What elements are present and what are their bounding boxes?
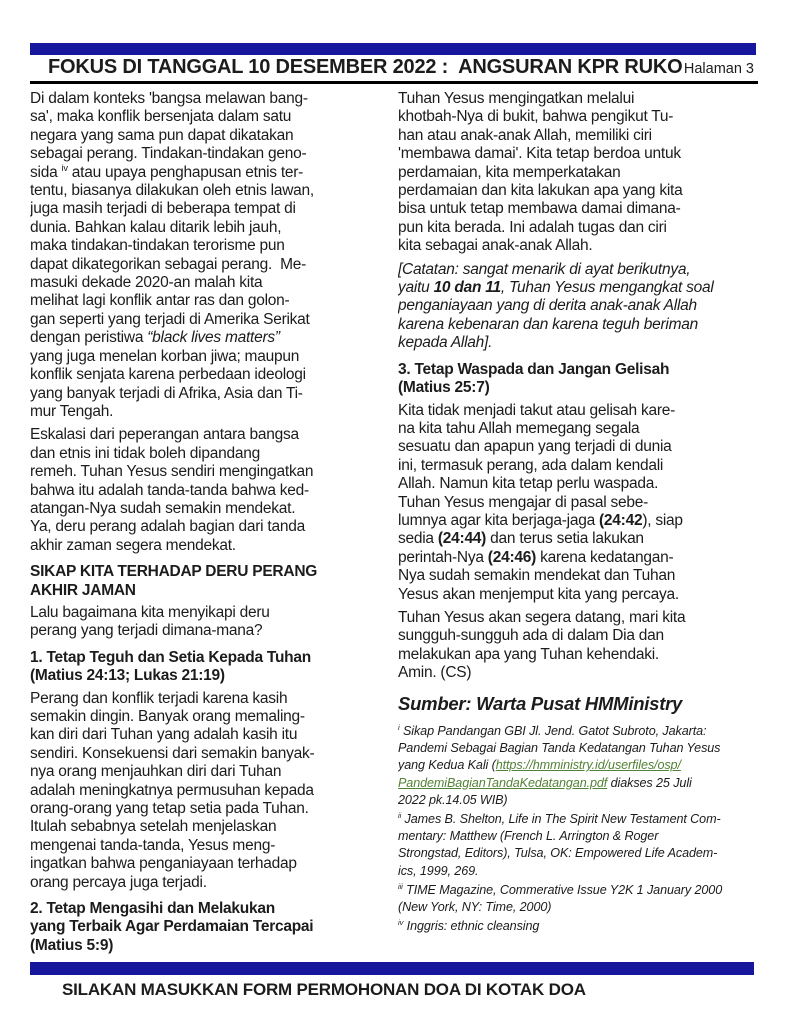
text-line xyxy=(30,366,384,384)
text-line xyxy=(30,622,384,640)
text-segment: penganiayaan yang di derita anak-anak Allah xyxy=(398,297,697,315)
text-segment: gan seperti yang terjadi di Amerika Serikat xyxy=(30,310,310,328)
text-segment: lumnya agar kita berjaga-jaga xyxy=(398,511,600,529)
text-segment: dan terus setia lakukan xyxy=(486,530,644,548)
text-line xyxy=(398,664,760,682)
text-line xyxy=(398,361,760,379)
text-line xyxy=(30,164,384,182)
text-segment: melakukan apa yang Tuhan kehendaki. xyxy=(398,645,659,663)
text-line xyxy=(30,918,384,936)
text-segment: melihat lagi konflik antar ras dan golon- xyxy=(30,292,290,310)
hyperlink[interactable]: PandemiBagianTandaKedatangan.pdf xyxy=(398,775,608,790)
text-line xyxy=(30,274,384,292)
text-segment: (New York, NY: Time, 2000) xyxy=(398,900,552,915)
text-line xyxy=(398,90,760,108)
text-line xyxy=(398,775,760,792)
text-segment: dapat dikategorikan sebagai perang. Me- xyxy=(30,255,307,273)
footer-text: SILAKAN MASUKKAN FORM PERMOHONAN DOA DI KOTAK DOA xyxy=(62,980,586,999)
text-segment: Kita tidak menjadi takut atau gelisah kare- xyxy=(398,401,676,419)
text-segment: karena kebenaran dan karena teguh beriman xyxy=(398,315,698,333)
text-segment: yang Kedua Kali ( xyxy=(398,758,496,773)
text-line xyxy=(398,646,760,664)
text-segment: ), siap xyxy=(642,511,683,529)
text-line xyxy=(398,863,760,880)
text-line xyxy=(398,549,760,567)
text-line xyxy=(398,692,760,714)
text-segment: Sumber: Warta Pusat HMMinistry xyxy=(398,692,683,714)
text-line xyxy=(30,855,384,873)
section-heading xyxy=(30,649,384,686)
text-segment: 3. Tetap Waspada dan Jangan Gelisah xyxy=(398,360,670,378)
header-accent-bar xyxy=(30,43,756,55)
text-segment: Lalu bagaimana kita menyikapi deru xyxy=(30,603,270,621)
text-line xyxy=(30,311,384,329)
text-line xyxy=(398,918,760,935)
text-line xyxy=(398,723,760,740)
text-line xyxy=(398,457,760,475)
text-segment: [Catatan: sangat menarik di ayat berikutnya, xyxy=(398,260,691,278)
text-line xyxy=(398,200,760,218)
text-line xyxy=(30,763,384,781)
text-segment: dunia. Bahkan kalau ditarik lebih jauh, xyxy=(30,218,282,236)
text-segment: atau upaya penghapusan etnis ter- xyxy=(67,163,304,181)
text-segment: Allah. Namun kita tetap perlu waspada. xyxy=(398,475,659,493)
text-line xyxy=(30,445,384,463)
text-segment: Nya sudah semakin mendekat dan Tuhan xyxy=(398,567,676,585)
text-line xyxy=(30,837,384,855)
text-line xyxy=(30,874,384,892)
text-segment: masuki dekade 2020-an malah kita xyxy=(30,274,263,292)
text-segment: James B. Shelton, Life in The Spirit New Testament Com- xyxy=(401,812,721,827)
text-segment: Ya, deru perang adalah bagian dari tanda xyxy=(30,518,305,536)
footnote xyxy=(398,882,760,916)
text-segment: tentu, biasanya dilakukan oleh etnis lawan, xyxy=(30,182,314,200)
text-segment: Tuhan Yesus akan segera datang, mari kita xyxy=(398,608,686,626)
text-segment: nya orang menjauhkan diri dari Tuhan xyxy=(30,763,282,781)
text-segment: yang juga menelan korban jiwa; maupun xyxy=(30,347,300,365)
footnote-marker: i xyxy=(398,722,400,732)
text-segment: orang-orang yang tetap setia pada Tuhan. xyxy=(30,800,309,818)
text-line xyxy=(398,494,760,512)
text-line xyxy=(30,667,384,685)
text-line xyxy=(30,403,384,421)
text-segment: sesuatu dan apapun yang terjadi di dunia xyxy=(398,438,672,456)
text-segment: Pandemi Sebagai Bagian Tanda Kedatangan Tuhan Yesus xyxy=(398,741,721,756)
hyperlink[interactable]: https://hmministry.id/userfiles/osp/ xyxy=(495,758,681,773)
text-line xyxy=(30,145,384,163)
text-segment: kan diri dari Tuhan yang adalah kasih itu xyxy=(30,726,298,744)
text-line xyxy=(398,379,760,397)
text-segment: sebagai perang. Tindakan-tindakan geno- xyxy=(30,145,307,163)
text-segment: Perang dan konflik terjadi karena kasih xyxy=(30,689,288,707)
text-segment: “black lives matters” xyxy=(147,329,280,347)
text-line xyxy=(30,726,384,744)
text-line xyxy=(398,586,760,604)
section-heading xyxy=(30,900,384,955)
text-line xyxy=(398,475,760,493)
text-segment: kita sebagai anak-anak Allah. xyxy=(398,237,593,255)
left-column xyxy=(30,90,384,960)
text-line xyxy=(398,845,760,862)
text-segment: bisa untuk tetap membawa damai dimana- xyxy=(398,200,681,218)
text-line xyxy=(30,690,384,708)
text-segment: sedia xyxy=(398,530,438,548)
text-line xyxy=(30,348,384,366)
text-segment: 1. Tetap Teguh dan Setia Kepada Tuhan xyxy=(30,648,311,666)
paragraph xyxy=(398,402,760,604)
footnote-marker: iii xyxy=(398,881,403,891)
text-segment: akhir zaman segera mendekat. xyxy=(30,536,236,554)
text-segment: mur Tengah. xyxy=(30,402,114,420)
text-line xyxy=(30,900,384,918)
text-segment: yang banyak terjadi di Afrika, Asia dan Ti- xyxy=(30,384,303,402)
text-line xyxy=(30,182,384,200)
text-line xyxy=(30,563,384,581)
text-line xyxy=(398,237,760,255)
text-line xyxy=(398,297,760,315)
text-segment: 'membawa damai'. Kita tetap berdoa untuk xyxy=(398,145,681,163)
text-line xyxy=(30,745,384,763)
text-line xyxy=(30,582,384,600)
text-segment: (Matius 25:7) xyxy=(398,379,490,397)
header-divider xyxy=(30,81,758,84)
text-line xyxy=(30,426,384,444)
text-line xyxy=(30,937,384,955)
text-segment: atangan-Nya sudah semakin mendekat. xyxy=(30,499,296,517)
text-line xyxy=(30,782,384,800)
text-segment: yaitu xyxy=(398,279,434,297)
text-line xyxy=(398,530,760,548)
text-segment: han atau anak-anak Allah, memiliki ciri xyxy=(398,126,652,144)
text-segment: khotbah-Nya di bukit, bahwa pengikut Tu- xyxy=(398,108,674,126)
text-line xyxy=(398,127,760,145)
text-segment: ics, 1999, 269. xyxy=(398,863,479,878)
text-segment: kepada Allah]. xyxy=(398,334,493,352)
text-segment: SIKAP KITA TERHADAP DERU PERANG xyxy=(30,563,318,581)
text-segment: Di dalam konteks 'bangsa melawan bang- xyxy=(30,90,308,107)
text-line xyxy=(30,537,384,555)
text-line xyxy=(398,182,760,200)
paragraph xyxy=(30,690,384,892)
paragraph xyxy=(398,609,760,683)
text-segment: dan etnis ini tidak boleh dipandang xyxy=(30,444,260,462)
text-line xyxy=(398,609,760,627)
text-line xyxy=(398,811,760,828)
text-line xyxy=(30,292,384,310)
text-segment: sida xyxy=(30,163,62,181)
text-line xyxy=(30,219,384,237)
text-segment: yang Terbaik Agar Perdamaian Tercapai xyxy=(30,918,314,936)
note-paragraph xyxy=(398,261,760,353)
text-segment: Inggris: ethnic cleansing xyxy=(403,919,540,934)
footer-accent-bar xyxy=(30,962,754,975)
text-segment: bahwa itu adalah tanda-tanda bahwa ked- xyxy=(30,481,309,499)
text-segment: karena kedatangan- xyxy=(536,548,674,566)
text-line xyxy=(398,261,760,279)
footnote-marker: iv xyxy=(61,162,68,173)
text-line xyxy=(398,512,760,530)
text-line xyxy=(30,108,384,126)
section-heading xyxy=(30,563,384,600)
text-segment: (24:44) xyxy=(437,530,487,548)
text-line xyxy=(30,329,384,347)
text-segment: orang percaya juga terjadi. xyxy=(30,873,207,891)
text-line xyxy=(398,108,760,126)
text-line xyxy=(30,463,384,481)
text-segment: 2. Tetap Mengasihi dan Melakukan xyxy=(30,900,275,918)
text-line xyxy=(30,818,384,836)
text-segment: (Matius 5:9) xyxy=(30,936,114,954)
text-line xyxy=(30,127,384,145)
footnote xyxy=(398,723,760,809)
text-line xyxy=(398,627,760,645)
text-line xyxy=(30,518,384,536)
text-segment: (24:46) xyxy=(487,548,537,566)
footnote-marker: iv xyxy=(398,918,404,928)
text-line xyxy=(398,316,760,334)
text-segment: Tuhan Yesus mengingatkan melalui xyxy=(398,90,635,107)
page-number: Halaman 3 xyxy=(683,61,754,77)
text-line xyxy=(30,500,384,518)
text-segment: Sikap Pandangan GBI Jl. Jend. Gatot Subroto, Jakarta: xyxy=(399,724,707,738)
text-segment: semakin dingin. Banyak orang memaling- xyxy=(30,708,305,725)
text-segment: mengenai tanda-tanda, Yesus meng- xyxy=(30,836,276,854)
text-segment: (Matius 24:13; Lukas 21:19) xyxy=(30,667,225,685)
text-segment: konflik senjata karena perbedaan ideologi xyxy=(30,366,306,384)
paragraph xyxy=(398,90,760,256)
text-segment: perdamaian, kita memperkatakan xyxy=(398,163,621,181)
text-segment: , Tuhan Yesus mengangkat soal xyxy=(500,279,714,297)
text-line xyxy=(398,402,760,420)
text-segment: Eskalasi dari peperangan antara bangsa xyxy=(30,426,299,444)
text-line xyxy=(398,164,760,182)
section-heading xyxy=(398,361,760,398)
text-segment: negara yang sama pun dapat dikatakan xyxy=(30,126,294,144)
text-segment: TIME Magazine, Commerative Issue Y2K 1 January 2000 xyxy=(402,882,723,897)
text-segment: pun kita berada. Ini adalah tugas dan ciri xyxy=(398,218,667,236)
text-line xyxy=(398,279,760,297)
text-segment: mentary: Matthew (French L. Arrington & Roger xyxy=(398,829,659,844)
paragraph xyxy=(30,90,384,421)
text-line xyxy=(398,757,760,774)
footnote xyxy=(398,811,760,880)
article-body xyxy=(30,90,760,960)
page-footer xyxy=(30,980,756,1000)
text-line xyxy=(398,334,760,352)
text-line xyxy=(30,649,384,667)
text-segment: Itulah sebabnya setelah menjelaskan xyxy=(30,818,277,836)
text-segment: Amin. (CS) xyxy=(398,664,472,682)
text-line xyxy=(30,708,384,726)
text-line xyxy=(30,90,384,108)
text-line xyxy=(398,145,760,163)
footnote xyxy=(398,918,760,935)
text-segment: ingatkan bahwa penganiayaan terhadap xyxy=(30,855,297,873)
page-title: FOKUS DI TANGGAL 10 DESEMBER 2022 : ANGSURAN KPR RUKO xyxy=(48,56,683,78)
text-segment: perdamaian dan kita lakukan apa yang kita xyxy=(398,182,683,200)
text-segment: sungguh-sungguh ada di dalam Dia dan xyxy=(398,627,664,645)
text-line xyxy=(30,237,384,255)
text-segment: sendiri. Konsekuensi dari semakin banyak- xyxy=(30,744,315,762)
text-segment: perintah-Nya xyxy=(398,548,488,566)
text-segment: sa', maka konflik bersenjata dalam satu xyxy=(30,108,292,126)
text-segment: remeh. Tuhan Yesus sendiri mengingatkan xyxy=(30,463,314,481)
text-segment: ini, termasuk perang, ada dalam kendali xyxy=(398,456,664,474)
text-line xyxy=(398,740,760,757)
page-header xyxy=(30,56,756,82)
text-line xyxy=(30,800,384,818)
text-segment: Tuhan Yesus mengajar di pasal sebe- xyxy=(398,493,649,511)
text-segment: Strongstad, Editors), Tulsa, OK: Empowered Life Academ- xyxy=(398,846,718,861)
right-column xyxy=(398,90,760,960)
source-heading xyxy=(398,692,760,714)
text-line xyxy=(398,792,760,809)
text-segment: Yesus akan menjemput kita yang percaya. xyxy=(398,585,679,603)
text-line xyxy=(398,567,760,585)
text-segment: diakses 25 Juli xyxy=(607,775,692,790)
text-segment: maka tindakan-tindakan terorisme pun xyxy=(30,237,285,255)
text-line xyxy=(30,385,384,403)
text-line xyxy=(398,219,760,237)
text-line xyxy=(398,828,760,845)
text-segment: perang yang terjadi dimana-mana? xyxy=(30,622,263,640)
text-segment: dengan peristiwa xyxy=(30,329,148,347)
text-segment: (24:42 xyxy=(599,511,643,529)
text-segment: juga masih terjadi di beberapa tempat di xyxy=(30,200,296,218)
footnote-marker: ii xyxy=(398,810,402,820)
text-line xyxy=(398,899,760,916)
text-segment: adalah meningkatnya permusuhan kepada xyxy=(30,781,314,799)
text-segment: AKHIR JAMAN xyxy=(30,581,136,599)
text-segment: 2022 pk.14.05 WIB) xyxy=(398,792,508,807)
paragraph xyxy=(30,604,384,641)
text-line xyxy=(398,882,760,899)
text-line xyxy=(30,256,384,274)
text-line xyxy=(30,482,384,500)
text-segment: 10 dan 11 xyxy=(433,279,501,297)
text-line xyxy=(398,438,760,456)
text-line xyxy=(30,604,384,622)
text-line xyxy=(398,420,760,438)
text-line xyxy=(30,200,384,218)
text-segment: na kita tahu Allah memegang segala xyxy=(398,419,640,437)
paragraph xyxy=(30,426,384,555)
